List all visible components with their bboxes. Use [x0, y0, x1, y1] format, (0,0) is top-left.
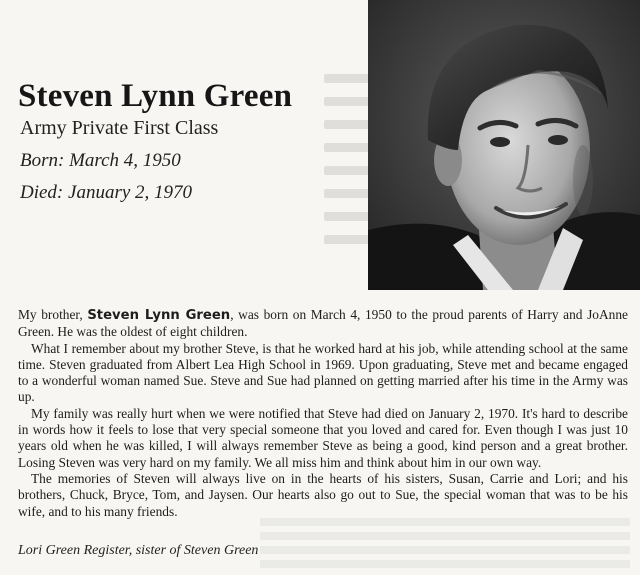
story-paragraph: What I remember about my brother Steve, is that he worked hard at his job, while attending school at the same time. Steven graduated from Albert Lea High School in 1969. Upon graduating, Steve met and became engaged to a wonderful woman named Sue. Steve and Sue had planned on getting married after his time in the Army was up. [18, 340, 628, 405]
bleed-through-text [260, 512, 630, 570]
story-text: My brother, [18, 307, 88, 322]
portrait-illustration [368, 0, 640, 290]
birth-date: Born: March 4, 1950 [20, 150, 181, 171]
military-rank: Army Private First Class [20, 117, 219, 139]
death-date: Died: January 2, 1970 [20, 182, 193, 203]
bleed-through-text [318, 60, 370, 260]
memorial-name: Steven Lynn Green [18, 78, 293, 114]
author-signature: Lori Green Register, sister of Steven Green [18, 543, 259, 558]
story-paragraph [18, 307, 628, 341]
highlighted-name: Steven Lynn Green [87, 308, 231, 323]
story-paragraph: My family was really hurt when we were notified that Steve had died on January 2, 1970. It's hard to describe in words how it feels to lose that very special someone that you loved and cared for. Even though I was just 10 years old when he was killed, I will always remember Steve as being a good, kind person and a great brother. Losing Steven was very hard on my family. We all miss him and think about him in our own way. [18, 405, 628, 470]
memorial-story [18, 307, 628, 520]
story-text: , was born on March 4, 1950 to the proud parents of Harry and JoAnne Green. He was the oldest of eight children. [18, 307, 629, 340]
portrait-photo [368, 0, 640, 290]
story-paragraph: The memories of Steven will always live on in the hearts of his sisters, Susan, Carrie and Lori; and his brothers, Chuck, Bryce, Tom, and Jaysen. Our hearts also go out to Sue, the special woman that was to be his wife, and to his many friends. [18, 470, 628, 519]
